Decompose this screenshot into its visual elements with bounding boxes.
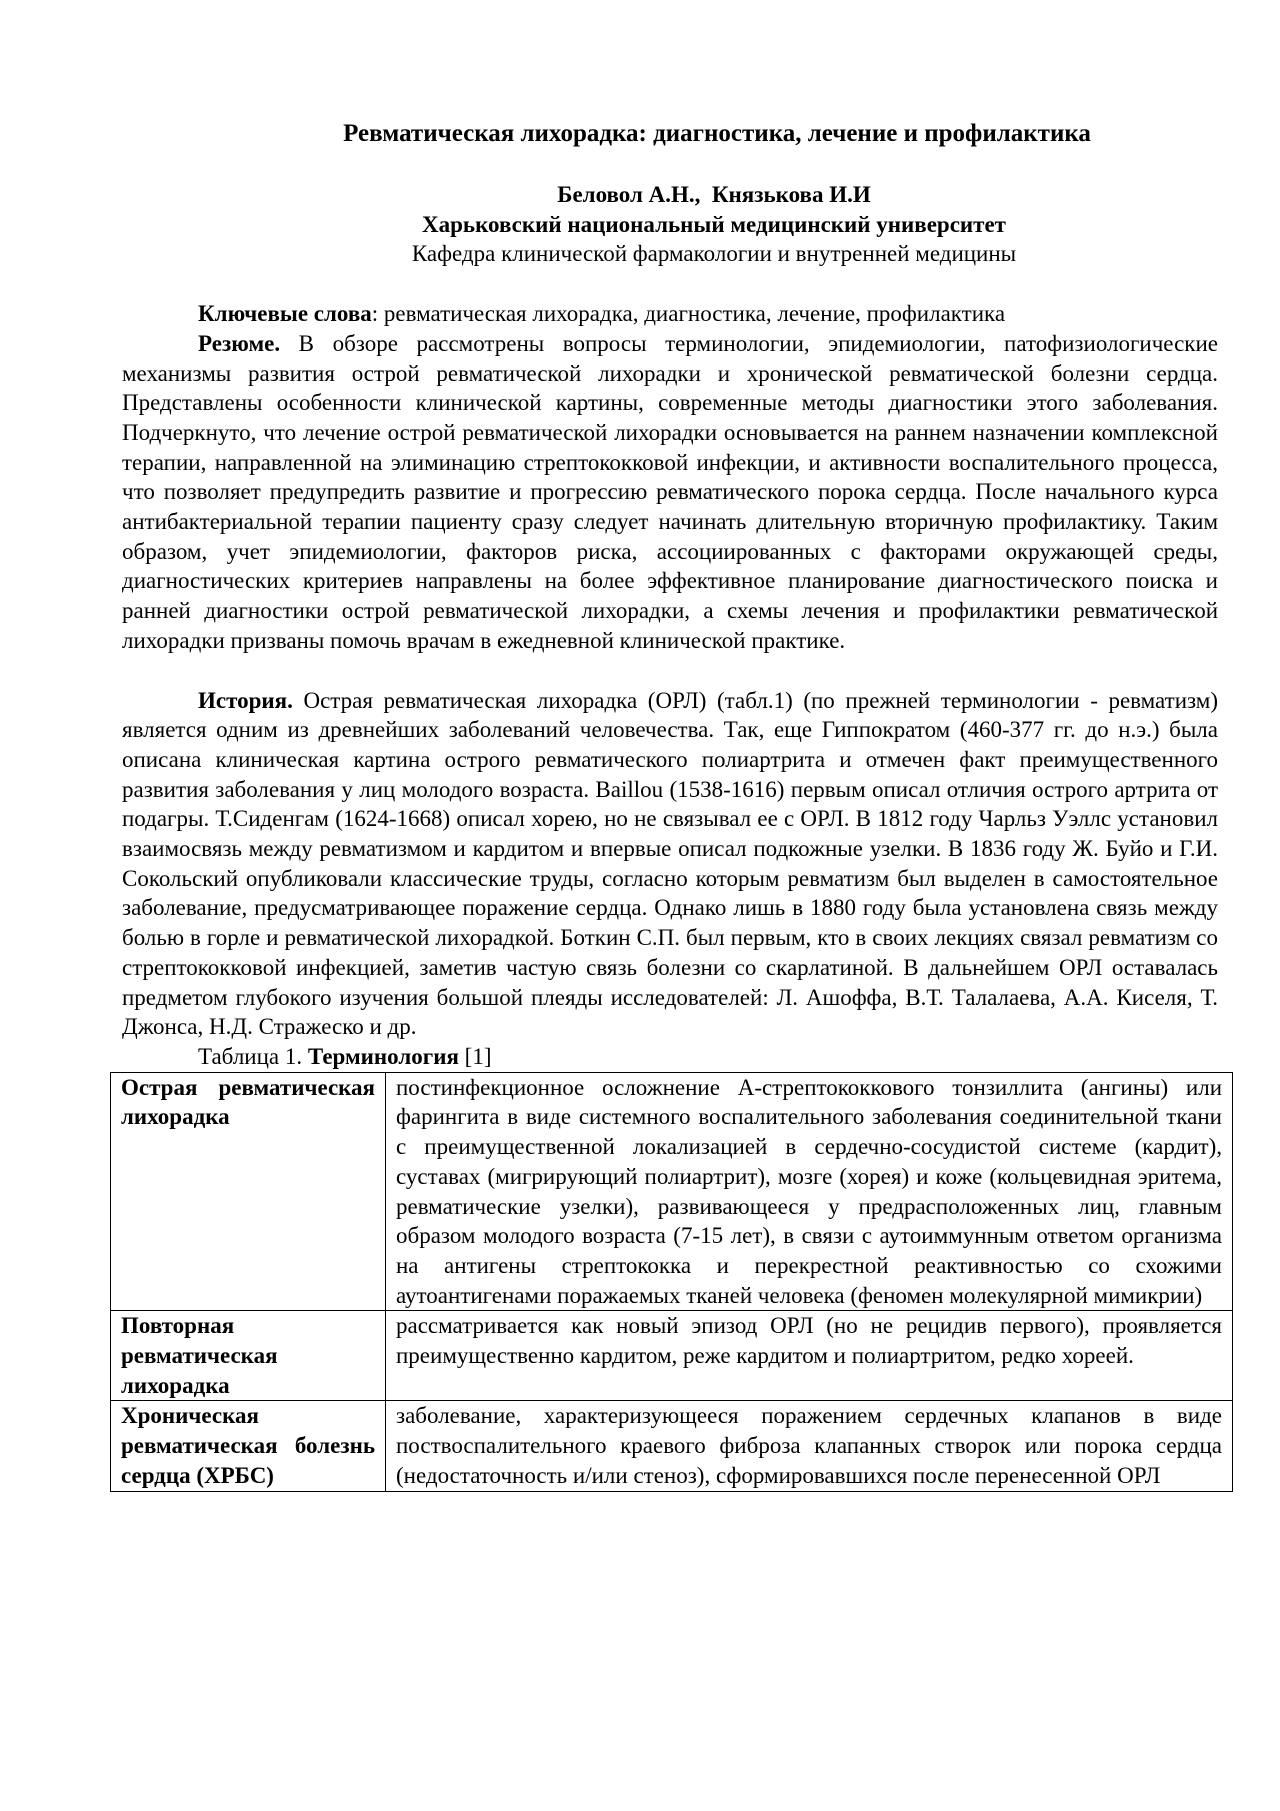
summary-paragraph [122,329,1218,656]
article-title: Ревматическая лихорадка: диагностика, лечение и профилактика [343,120,1091,147]
table-row [111,1311,1233,1401]
history-paragraph [122,686,1218,1042]
definition-cell: заболевание, характеризующееся поражением сердечных клапанов в виде поствоспалительного краевого фиброза клапанных створок или порока сердца (недостаточность и/или стеноз), сформировавшихся после перенесенной ОРЛ [386,1401,1233,1491]
table-caption-reference: [1] [458,1043,492,1069]
definition-cell: постинфекционное осложнение А-стрептококкового тонзиллита (ангины) или фарингита в виде системного воспалительного заболевания соединительной ткани с преимущественной локализацией в сердечно-сосудистой системе (кардит), суставах (мигрирующий полиартрит), мозге (хорея) и коже (кольцевидная эритема, ревматические узелки), развивающееся у предрасположенных лиц, главным образом молодого возраста (7-15 лет), в связи с аутоиммунным ответом организма на антигены стрептококка и перекрестной реактивностью со схожими аутоантигенами поражаемых тканей человека (феномен молекулярной мимикрии) [386,1072,1233,1311]
history-text: Острая ревматическая лихорадка (ОРЛ) (табл.1) (по прежней терминологии - ревматизм) является одним из древнейших заболеваний человечества. Так, еще Гиппократом (460-377 гг. до н.э.) была описана клиническая картина острого ревматического полиартрита и отмечен факт преимущественного развития заболевания у лиц молодого возраста. Baillou (1538-1616) первым описал отличия острого артрита от подагры. Т.Сиденгам (1624-1668) описал хорею, но не связывал ее с ОРЛ. В 1812 году Чарльз Уэллс установил взаимосвязь между ревматизмом и кардитом и впервые описал подкожные узелки. В 1836 году Ж. Буйо и Г.И. Сокольский опубликовали классические труды, согласно которым ревматизм был выделен в самостоятельное заболевание, предусматривающее поражение сердца. Однако лишь в 1880 году была установлена связь между болью в горле и ревматической лихорадкой. Боткин С.П. был первым, кто в своих лекциях связал ревматизм со стрептококковой инфекцией, заметив частую связь болезни со скарлатиной. В дальнейшем ОРЛ оставалась предметом глубокого изучения большой плеяды исследователей: Л. Ашоффа, В.Т. Талалаева, А.А. Киселя, Т. Джонса, Н.Д. Стражеско и др. [122,687,1218,1040]
paragraph-gap [122,656,1218,686]
keywords-label: Ключевые слова [198,301,372,327]
table-row [111,1072,1233,1311]
keywords-paragraph [122,299,1218,329]
keywords-text: : ревматическая лихорадка, диагностика, лечение, профилактика [371,301,1006,327]
terminology-table [110,1072,1233,1492]
table-row [111,1401,1233,1491]
university-line: Харьковский национальный медицинский университет [422,211,1006,237]
term-cell: Острая ревматическая лихорадка [111,1072,386,1311]
summary-text: В обзоре рассмотрены вопросы терминологии, эпидемиологии, патофизиологические механизмы развития острой ревматической лихорадки и хронической ревматической болезни сердца. Представлены особенности клинической картины, современные методы диагностики этого заболевания. Подчеркнуто, что лечение острой ревматической лихорадки основывается на раннем назначении комплексной терапии, направленной на элиминацию стрептококковой инфекции, и активности воспалительного процесса, что позволяет предупредить развитие и прогрессию ревматического порока сердца. После начального курса антибактериальной терапии пациенту сразу следует начинать длительную вторичную профилактику. Таким образом, учет эпидемиологии, факторов риска, ассоциированных с факторами окружающей среды, диагностических критериев направлены на более эффективное планирование диагностического поиска и ранней диагностики острой ревматической лихорадки, а схемы лечения и профилактики ревматической лихорадки призваны помочь врачам в ежедневной клинической практике. [122,330,1218,653]
term-cell: Повторная ревматическая лихорадка [111,1311,386,1401]
authors-line: Беловол А.Н., Князькова И.И [557,182,871,207]
term-cell: Хроническая ревматическая болезнь сердца (ХРБС) [111,1401,386,1491]
summary-label: Резюме. [198,330,281,356]
history-label: История. [198,687,293,713]
table-caption-prefix: Таблица 1. [198,1043,308,1069]
table-caption-title: Терминология [307,1043,459,1069]
table-caption [122,1042,1218,1072]
definition-cell: рассматривается как новый эпизод ОРЛ (но не рецидив первого), проявляется преимущественно кардитом, реже кардитом и полиартритом, редко хореей. [386,1311,1233,1401]
department-line: Кафедра клинической фармакологии и внутренней медицины [411,241,1017,267]
